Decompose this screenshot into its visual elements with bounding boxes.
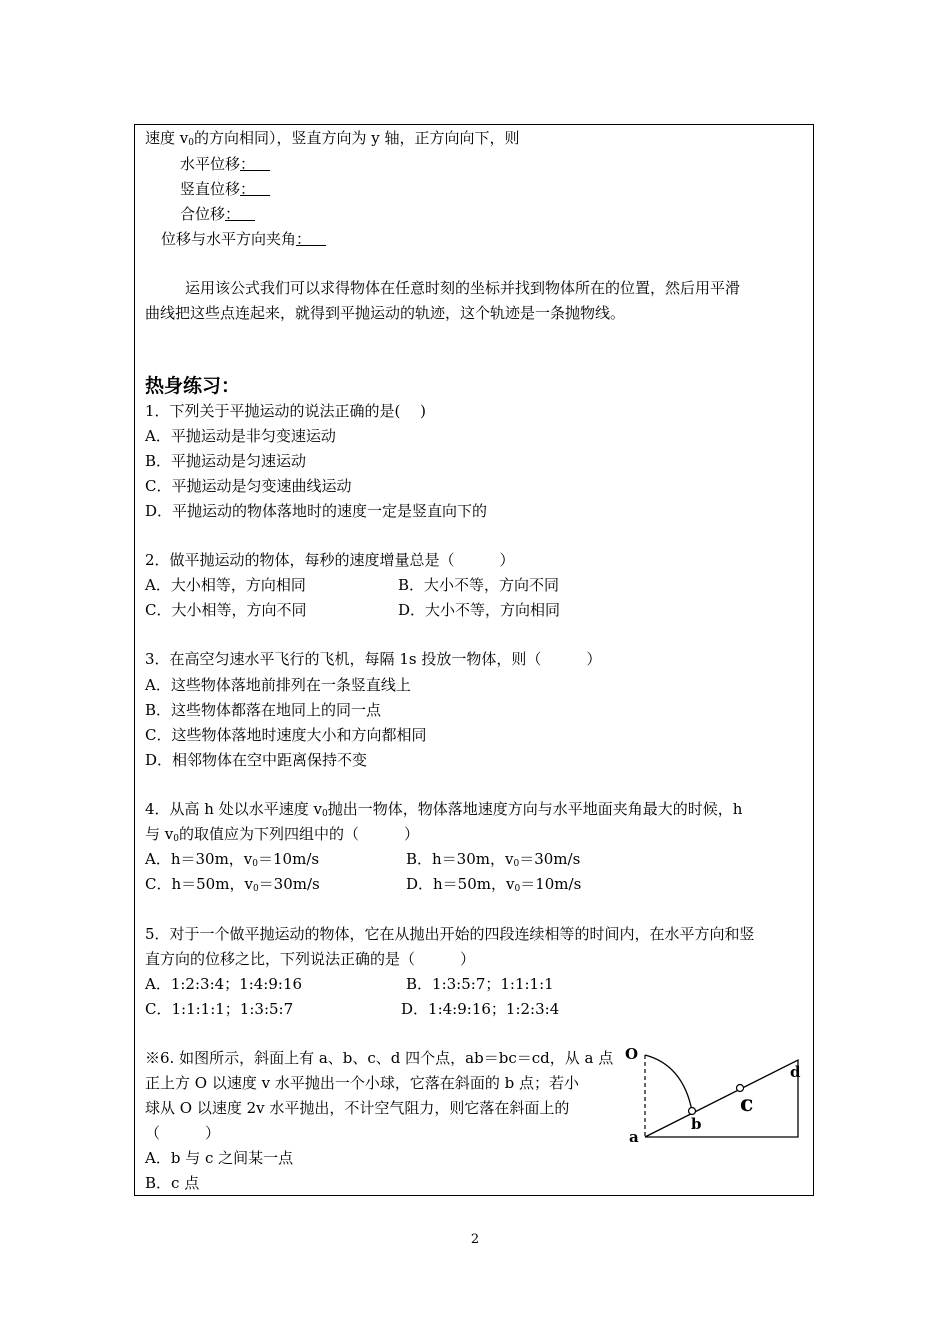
q2-option-a: A．大小相等，方向相同 xyxy=(145,576,306,594)
q4-option-c: C．h＝50m，$v_0=30m/s$ xyxy=(145,875,320,894)
q2-option-d: D．大小不等，方向相同 xyxy=(398,601,561,619)
incline-figure xyxy=(618,1040,808,1150)
q3-option-a: A．这些物体落地前排列在一条竖直线上 xyxy=(145,676,411,694)
q6-option-b: B．c 点 xyxy=(145,1174,200,1192)
label-o: O xyxy=(625,1045,639,1063)
q6-stem-line-2: 正上方 O 以速度 v 水平抛出一个小球，它落在斜面的 b 点；若小 xyxy=(145,1074,579,1092)
q5-option-c: C．1:1:1:1；1:3:5:7 xyxy=(145,1000,294,1018)
q5-stem-line-1: 5．对于一个做平抛运动的物体，它在从抛出开始的四段连续相等的时间内，在水平方向和竖 xyxy=(145,925,755,943)
incline-triangle xyxy=(645,1060,798,1137)
q1-option-a: A．平抛运动是非匀变速运动 xyxy=(145,427,336,445)
intro-line-1: 速度 $v_0$的方向相同），竖直方向为 y 轴，正方向向下，则 xyxy=(145,129,520,148)
q4-stem-line-2: 与 $v_0$的取值应为下列四组中的（ ） xyxy=(145,825,419,844)
q2-option-c: C．大小相等，方向不同 xyxy=(145,601,307,619)
q6-stem-line-4: （ ） xyxy=(145,1124,221,1142)
q5-option-b: B．1:3:5:7；1:1:1:1 xyxy=(406,975,554,993)
q2-stem: 2．做平抛运动的物体，每秒的速度增量总是（ ） xyxy=(145,551,515,569)
q4-stem-line-1: 4．从高 h 处以水平速度 $v_0$抛出一物体，物体落地速度方向与水平地面夹角最大的时候，h xyxy=(145,800,743,819)
q3-option-c: C．这些物体落地时速度大小和方向都相同 xyxy=(145,726,427,744)
q1-option-b: B．平抛运动是匀速运动 xyxy=(145,452,307,470)
vertical-displacement: 竖直位移： xyxy=(180,180,256,198)
q1-stem: 1．下列关于平抛运动的说法正确的是( ) xyxy=(145,402,427,420)
q6-option-a: A．b 与 c 之间某一点 xyxy=(145,1149,294,1167)
point-b-marker xyxy=(689,1108,696,1115)
q3-option-d: D．相邻物体在空中距离保持不变 xyxy=(145,751,368,769)
q3-stem: 3．在高空匀速水平飞行的飞机，每隔 1s 投放一物体，则（ ） xyxy=(145,650,602,668)
q1-option-c: C．平抛运动是匀变速曲线运动 xyxy=(145,477,352,495)
q6-stem-line-1: ※6. 如图所示，斜面上有 a、b、c、d 四个点，ab＝bc＝cd，从 a 点 xyxy=(145,1049,614,1067)
label-c: c xyxy=(740,1091,754,1117)
q3-option-b: B．这些物体都落在地同上的同一点 xyxy=(145,701,382,719)
q2-option-b: B．大小不等，方向不同 xyxy=(398,576,560,594)
page-number: 2 xyxy=(470,1232,480,1247)
q5-stem-line-2: 直方向的位移之比，下列说法正确的是（ ） xyxy=(145,950,476,968)
paragraph-line-2: 曲线把这些点连起来，就得到平抛运动的轨迹，这个轨迹是一条抛物线。 xyxy=(145,304,626,322)
q5-option-d: D．1:4:9:16；1:2:3:4 xyxy=(401,1000,560,1018)
section-title: 热身练习： xyxy=(145,375,241,397)
label-d: d xyxy=(790,1063,801,1081)
label-b: b xyxy=(691,1115,702,1133)
trajectory-curve xyxy=(645,1055,692,1111)
q4-option-d: D．h＝50m，$v_0=10m/s$ xyxy=(406,875,582,894)
q5-option-a: A．1:2:3:4；1:4:9:16 xyxy=(145,975,303,993)
resultant-displacement: 合位移： xyxy=(180,205,241,223)
displacement-angle: 位移与水平方向夹角： xyxy=(161,230,312,248)
q6-stem-line-3: 球从 O 以速度 2v 水平抛出，不计空气阻力，则它落在斜面上的 xyxy=(145,1099,570,1117)
label-a: a xyxy=(629,1128,639,1146)
horizontal-displacement: 水平位移： xyxy=(180,155,256,173)
q4-option-b: B．h＝30m，$v_0=30m/s$ xyxy=(406,850,581,869)
q4-option-a: A．h＝30m，$v_0=10m/s$ xyxy=(145,850,320,869)
paragraph-line-1: 运用该公式我们可以求得物体在任意时刻的坐标并找到物体所在的位置，然后用平滑 xyxy=(185,279,741,297)
q1-option-d: D．平抛运动的物体落地时的速度一定是竖直向下的 xyxy=(145,502,488,520)
